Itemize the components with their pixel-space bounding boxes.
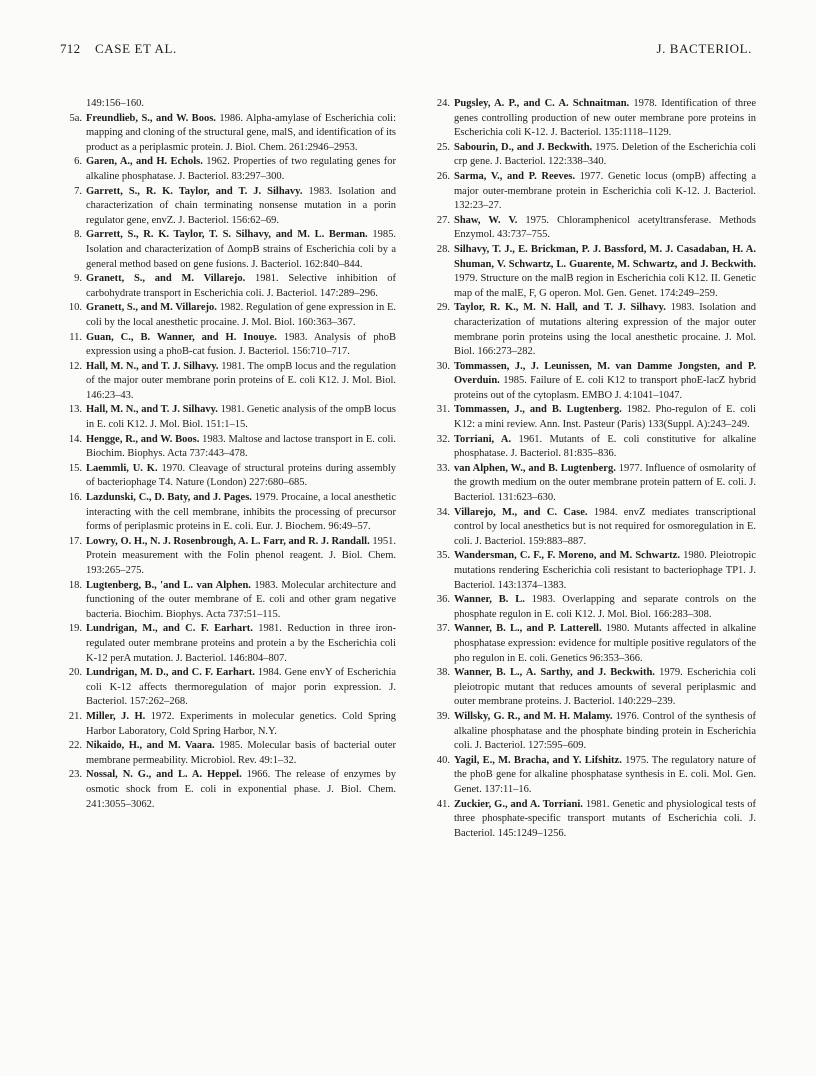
reference-authors: Pugsley, A. P., and C. A. Schnaitman. xyxy=(454,98,630,109)
reference-entry xyxy=(60,331,396,360)
reference-entry xyxy=(60,433,396,462)
reference-text: 1977. Influence of osmolarity of the growth medium on the outer membrane protein pattern of E. coli. J. Bacteriol. 131:623–630. xyxy=(454,462,757,504)
reference-authors: Hengge, R., and W. Boos. xyxy=(86,433,200,445)
reference-authors: Silhavy, T. J., E. Brickman, P. J. Bassford, M. J. Casadaban, H. A. Shuman, V. Schwartz, L. Guarente, M. Schwartz, and J. Beckwith. xyxy=(454,243,756,270)
reference-number: 41. xyxy=(436,798,450,810)
reference-authors: Shaw, W. V. xyxy=(454,214,518,226)
reference-authors: Guan, C., B. Wanner, and H. Inouye. xyxy=(86,331,277,343)
reference-authors: Garrett, S., R. K. Taylor, and T. J. Silhavy. xyxy=(86,185,303,197)
reference-authors: Lundrigan, M. D., and C. F. Earhart. xyxy=(86,667,255,679)
reference-number: 39. xyxy=(436,710,450,722)
running-header xyxy=(0,0,816,80)
reference-entry xyxy=(60,768,396,812)
page-number: 712 xyxy=(60,41,81,56)
reference-number: 30. xyxy=(436,360,450,372)
reference-number: 12. xyxy=(68,360,82,372)
reference-authors: Garen, A., and H. Echols. xyxy=(86,156,203,168)
reference-number: 31. xyxy=(436,404,450,416)
reference-authors: Granett, S., and M. Villarejo. xyxy=(86,302,217,314)
reference-number: 26. xyxy=(436,170,450,182)
reference-entry xyxy=(60,739,396,768)
reference-entry xyxy=(60,579,396,623)
reference-entry xyxy=(60,301,396,330)
reference-number: 16. xyxy=(68,492,82,504)
reference-text: 1975. Deletion of the Escherichia coli crp gene. J. Bacteriol. 122:338–340. xyxy=(454,141,757,168)
reference-entry xyxy=(428,170,756,214)
reference-entry xyxy=(428,403,756,432)
reference-entry xyxy=(428,622,756,666)
reference-entry xyxy=(428,462,756,506)
reference-entry xyxy=(60,535,396,579)
reference-authors: Lowry, O. H., N. J. Rosenbrough, A. L. Farr, and R. J. Randall. xyxy=(86,535,370,547)
reference-text: 1966. The release of enzymes by osmotic shock from E. coli in exponential phase. J. Biol. Chem. 241:3055–3062. xyxy=(86,769,396,810)
reference-text: 1984. Gene envY of Escherichia coli K-12 affects thermoregulation of major porin expression. J. Bacteriol. 157:262–268. xyxy=(86,667,396,708)
reference-authors: Lundrigan, M., and C. F. Earhart. xyxy=(86,623,253,635)
reference-authors: Freundlieb, S., and W. Boos. xyxy=(86,112,216,124)
reference-text: 1962. Properties of two regulating genes for alkaline phosphatase. J. Bacteriol. 83:297–300. xyxy=(86,156,396,182)
reference-entry xyxy=(428,214,756,243)
reference-number: 24. xyxy=(436,98,450,109)
reference-entry xyxy=(60,112,396,156)
reference-number: 7. xyxy=(74,185,82,197)
reference-entry xyxy=(428,666,756,710)
reference-authors: Hall, M. N., and T. J. Silhavy. xyxy=(86,360,219,372)
reference-authors: Wanner, B. L., A. Sarthy, and J. Beckwith. xyxy=(454,667,655,679)
reference-number: 6. xyxy=(74,156,82,168)
reference-entry xyxy=(428,360,756,404)
reference-number: 29. xyxy=(436,302,450,314)
references-right-column xyxy=(428,97,756,841)
reference-number: 22. xyxy=(68,740,82,752)
reference-number: 38. xyxy=(436,667,450,679)
reference-authors: Zuckier, G., and A. Torriani. xyxy=(454,798,583,810)
reference-text: 1981. Selective inhibition of carbohydrate transport in Escherichia coli. J. Bacteriol. 147:289–296. xyxy=(86,273,396,299)
reference-authors: van Alphen, W., and B. Lugtenberg. xyxy=(454,462,616,474)
reference-text: 1975. Chloramphenicol acetyltransferase. Methods Enzymol. 43:737–755. xyxy=(454,214,757,241)
reference-text: 1983. Isolation and characterization of chain terminating nonsense mutation in a porin regulator gene, envZ. J. Bacteriol. 156:62–69. xyxy=(86,185,396,226)
reference-text: 1983. Overlapping and separate controls on the phosphate regulon in E. coli K12. J. Mol. Biol. 166:283–308. xyxy=(454,594,756,620)
reference-text: 1977. Genetic locus (ompB) affecting a major outer-membrane protein in Escherichia coli K-12. J. Bacteriol. 132:23–27. xyxy=(454,170,756,212)
reference-text: 1982. Pho-regulon of E. coli K12: a mini review. Ann. Inst. Pasteur (Paris) 133(Suppl. A):243–249. xyxy=(454,404,756,431)
reference-text: 1978. Identification of three genes controlling production of new outer membrane pore proteins in Escherichia coli K-12. J. Bacteriol. 135:1118–1129. xyxy=(454,98,756,139)
reference-text: 1983. Analysis of phoB expression using a phoB-cat fusion. J. Bacteriol. 156:710–717. xyxy=(86,331,396,358)
reference-text: 1980. Mutants affected in alkaline phosphatase expression: evidence for multiple positive regulators of the pho regulon in E. coli. Genetics 96:353–366. xyxy=(454,623,756,664)
reference-text: 1979. Procaine, a local anesthetic interacting with the cell membrane, inhibits the processing of precursor forms of periplasmic proteins in E. coli. Eur. J. Biochem. 96:49–57. xyxy=(86,492,397,533)
reference-text: 1981. Genetic analysis of the ompB locus in E. coli K12. J. Mol. Biol. 151:1–15. xyxy=(86,404,396,431)
reference-entry xyxy=(60,97,396,112)
reference-number: 32. xyxy=(436,433,450,445)
reference-authors: Tommassen, J., and B. Lugtenberg. xyxy=(454,404,622,416)
reference-authors: Torriani, A. xyxy=(454,433,512,445)
reference-number: 33. xyxy=(436,462,450,474)
reference-number: 8. xyxy=(74,229,82,241)
reference-authors: Villarejo, M., and C. Case. xyxy=(454,506,588,518)
reference-number: 23. xyxy=(68,769,82,781)
reference-number: 14. xyxy=(68,433,82,445)
reference-number: 21. xyxy=(68,710,82,722)
reference-number: 27. xyxy=(436,214,450,226)
reference-entry xyxy=(60,710,396,739)
reference-number: 11. xyxy=(69,331,82,343)
reference-text: 1972. Experiments in molecular genetics. Cold Spring Harbor Laboratory, Cold Spring Harbor, N.Y. xyxy=(86,710,397,737)
reference-text: 1985. Molecular basis of bacterial outer membrane permeability. Microbiol. Rev. 49:1–32. xyxy=(86,740,397,766)
journal-name: J. BACTERIOL. xyxy=(656,41,752,56)
reference-number: 35. xyxy=(436,550,450,562)
reference-authors: Lazdunski, C., D. Baty, and J. Pages. xyxy=(86,492,252,504)
reference-entry xyxy=(428,710,756,754)
reference-text: 1975. The regulatory nature of the phoB gene for alkaline phosphatase synthesis in E. coli. Mol. Gen. Genet. 137:11–16. xyxy=(454,754,756,795)
reference-authors: Taylor, R. K., M. N. Hall, and T. J. Silhavy. xyxy=(454,302,666,314)
reference-entry xyxy=(60,403,396,432)
reference-authors: Wandersman, C. F., F. Moreno, and M. Schwartz. xyxy=(454,550,680,562)
reference-entry xyxy=(428,243,756,301)
reference-entry xyxy=(428,433,756,462)
reference-authors: Hall, M. N., and T. J. Silhavy. xyxy=(86,404,218,416)
reference-number: 36. xyxy=(436,594,450,606)
reference-authors: Nossal, N. G., and L. A. Heppel. xyxy=(86,769,242,781)
reference-entry xyxy=(60,185,396,229)
reference-entry xyxy=(60,155,396,184)
reference-text: 1983. Molecular architecture and functioning of the outer membrane of E. coli and other gram negative bacteria. Biochim. Biophys. Acta 737:51–115. xyxy=(86,579,396,620)
reference-entry xyxy=(60,228,396,272)
reference-text: 1983. Isolation and characterization of mutations altering expression of the major outer membrane porin proteins using the local anesthetic procaine. J. Mol. Biol. 166:273–282. xyxy=(454,302,757,358)
reference-number: 13. xyxy=(68,404,82,416)
references-left-column xyxy=(60,97,396,812)
reference-entry xyxy=(60,666,396,710)
reference-text: 1980. Pleiotropic mutations rendering Escherichia coli resistant to bacteriophage TP1. J. Bacteriol. 143:1374–1383. xyxy=(454,550,756,591)
reference-text: 1985. Failure of E. coli K12 to transport phoE-lacZ hybrid proteins out of the cytoplasm. EMBO J. 4:1041–1047. xyxy=(454,375,756,401)
reference-entry xyxy=(60,360,396,404)
reference-authors: Yagil, E., M. Bracha, and Y. Lifshitz. xyxy=(454,754,622,766)
reference-authors: Garrett, S., R. K. Taylor, T. S. Silhavy, and M. L. Berman. xyxy=(86,229,368,241)
reference-entry xyxy=(60,462,396,491)
reference-number: 18. xyxy=(68,579,82,591)
reference-text: 1951. Protein measurement with the Folin phenol reagent. J. Biol. Chem. 193:265–275. xyxy=(86,535,396,576)
reference-number: 20. xyxy=(68,667,82,679)
reference-number: 34. xyxy=(436,506,450,518)
reference-number: 25. xyxy=(436,141,450,153)
reference-entry xyxy=(60,622,396,666)
reference-text: 1979. Escherichia coli pleiotropic mutant that reduces amounts of several periplasmic and outer membrane proteins. J. Bacteriol. 140:229–239. xyxy=(454,667,756,708)
reference-text: 1986. Alpha-amylase of Escherichia coli: mapping and cloning of the structural gene, malS, and identification of its product as a periplasmic protein. J. Biol. Chem. 261:2946–2953. xyxy=(86,112,396,153)
reference-authors: Laemmli, U. K. xyxy=(86,462,158,474)
reference-number: 40. xyxy=(436,754,450,766)
reference-text: 1983. Maltose and lactose transport in E. coli. Biochim. Biophys. Acta 737:443–478. xyxy=(86,433,396,460)
reference-entry xyxy=(428,593,756,622)
reference-number: 19. xyxy=(68,623,82,635)
reference-number: 15. xyxy=(68,462,82,474)
reference-authors: Wanner, B. L. xyxy=(454,594,525,606)
reference-text: 1979. Structure on the malB region in Escherichia coli K12. II. Genetic map of the malE, F, G operon. Mol. Gen. Genet. 174:249–259. xyxy=(454,273,756,299)
reference-text: 1961. Mutants of E. coli constitutive for alkaline phosphatase. J. Bacteriol. 81:835–836. xyxy=(454,433,756,460)
reference-number: 9. xyxy=(74,273,82,285)
reference-text: 1985. Isolation and characterization of ΔompB strains of Escherichia coli by a general method based on gene fusions. J. Bacteriol. 162:840–844. xyxy=(86,229,397,270)
reference-text: 1981. The ompB locus and the regulation of the major outer membrane porin proteins of E. coli K12. J. Mol. Biol. 146:23–43. xyxy=(86,360,396,401)
reference-authors: Nikaido, H., and M. Vaara. xyxy=(86,740,215,752)
reference-number: 28. xyxy=(436,243,450,255)
reference-number: 5a. xyxy=(69,112,82,124)
reference-text: 1984. envZ mediates transcriptional control by local anesthetics but is not required for osmoregulation in E. coli. J. Bacteriol. 159:883–887. xyxy=(454,506,756,547)
reference-entry xyxy=(428,141,756,170)
reference-text: 1981. Genetic and physiological tests of three phosphate-specific transport mutants of Escherichia coli. J. Bacteriol. 145:1249–1256. xyxy=(454,798,756,839)
reference-text: 1982. Regulation of gene expression in E. coli by the local anesthetic procaine. J. Mol. Biol. 160:363–367. xyxy=(86,302,396,328)
running-authors: CASE ET AL. xyxy=(95,41,177,56)
reference-text: 1976. Control of the synthesis of alkaline phosphatase and the phosphate binding protein in Escherichia coli. J. Bacteriol. 127:595–609. xyxy=(454,710,756,752)
reference-authors: Tommassen, J., J. Leunissen, M. van Damme Jongsten, and P. Overduin. xyxy=(454,360,756,387)
reference-text: 1970. Cleavage of structural proteins during assembly of bacteriophage T4. Nature (London) 227:680–685. xyxy=(86,462,397,489)
reference-authors: Lugtenberg, B., 'and L. van Alphen. xyxy=(86,579,251,591)
reference-entry xyxy=(428,798,756,842)
reference-entry xyxy=(60,491,396,535)
reference-number: 37. xyxy=(436,623,450,635)
reference-text: 149:156–160. xyxy=(86,98,145,109)
reference-entry xyxy=(60,272,396,301)
reference-entry xyxy=(428,301,756,359)
reference-authors: Sabourin, D., and J. Beckwith. xyxy=(454,141,593,153)
reference-authors: Miller, J. H. xyxy=(86,710,146,722)
reference-authors: Sarma, V., and P. Reeves. xyxy=(454,170,575,182)
reference-number: 10. xyxy=(68,302,82,314)
reference-entry xyxy=(428,754,756,798)
reference-entry xyxy=(428,506,756,550)
reference-authors: Wanner, B. L., and P. Latterell. xyxy=(454,623,602,635)
reference-authors: Granett, S., and M. Villarejo. xyxy=(86,273,246,285)
reference-entry xyxy=(428,549,756,593)
reference-entry xyxy=(428,97,756,141)
reference-authors: Willsky, G. R., and M. H. Malamy. xyxy=(454,710,613,722)
reference-text: 1981. Reduction in three iron-regulated outer membrane proteins and protein a by the Escherichia coli K-12 perA mutation. J. Bacteriol. 146:804–807. xyxy=(86,623,396,664)
reference-number: 17. xyxy=(68,535,82,547)
